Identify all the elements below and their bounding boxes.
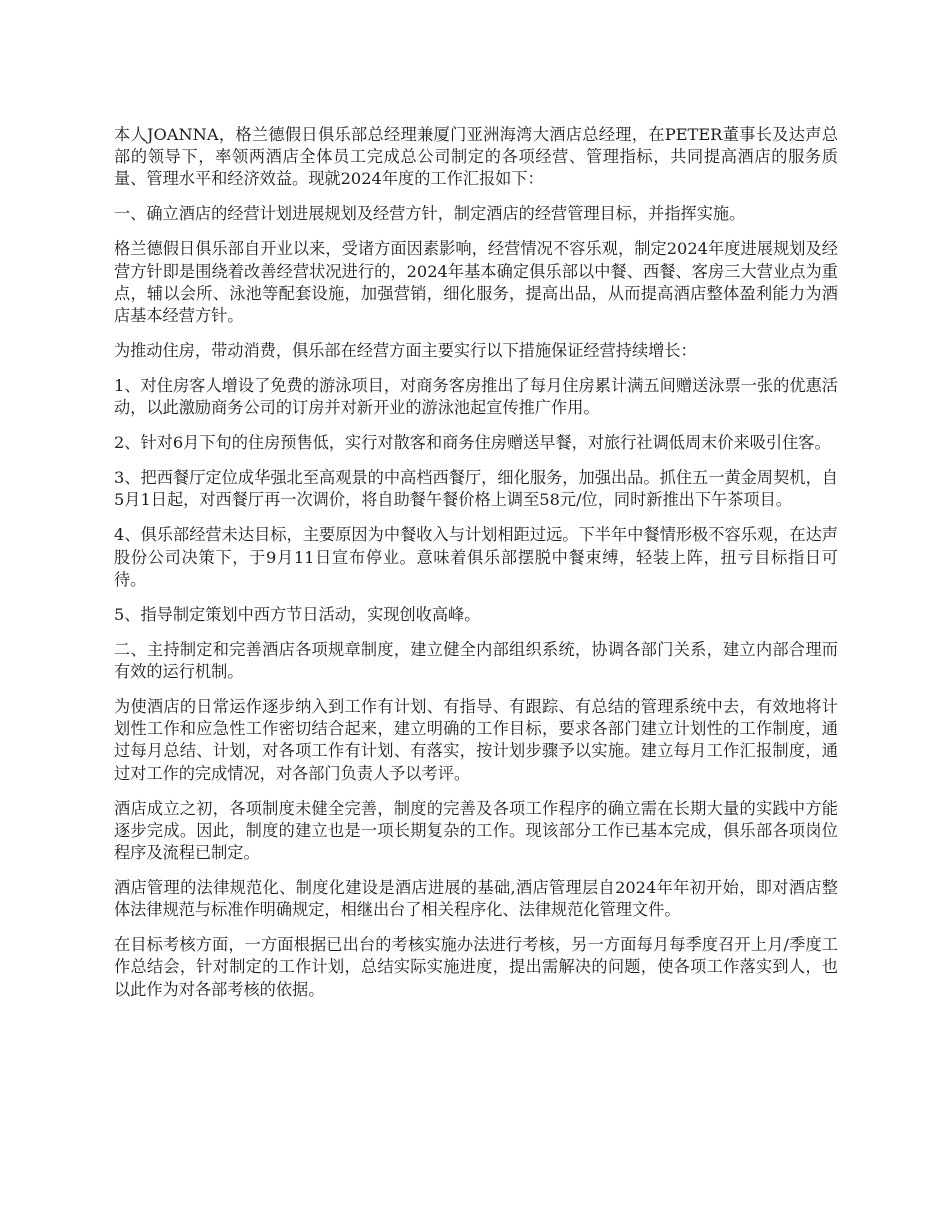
list-item: 5、指导制定策划中西方节日活动，实现创收高峰。	[114, 604, 481, 624]
paragraph: 酒店管理的法律规范化、制度化建设是酒店进展的基础,酒店管理层自2024年年初开始，即对酒店整体法律规范与标准作明确规定，相继出台了相关程序化、法律规范化管理文件。	[114, 878, 838, 920]
paragraph-intro: 本人JOANNA，格兰德假日俱乐部总经理兼厦门亚洲海湾大酒店总经理，在PETER董事长及达声总部的领导下，率领两酒店全体员工完成总公司制定的各项经营、管理指标，共同提高酒店的服务质量、管理水平和经济效益。现就2024年度的工作汇报如下：	[114, 125, 838, 189]
section-heading-2: 二、主持制定和完善酒店各项规章制度，建立健全内部组织系统，协调各部门关系，建立内部合理而有效的运行机制。	[114, 639, 838, 682]
paragraph: 为使酒店的日常运作逐步纳入到工作有计划、有指导、有跟踪、有总结的管理系统中去，有效地将计划性工作和应急性工作密切结合起来，建立明确的工作目标，要求各部门建立计划性的工作制度，通过每月总结、计划，对各项工作有计划、有落实，按计划步骤予以实施。建立每月工作汇报制度，通过对工作的完成情况，对各部门负责人予以考评。	[114, 697, 838, 783]
list-item: 3、把西餐厅定位成华强北至高观景的中高档西餐厅，细化服务，加强出品。抓住五一黄金周契机，自5月1日起，对西餐厅再一次调价，将自助餐午餐价格上调至58元/位，同时新推出下午茶项目。	[114, 468, 838, 510]
paragraph: 格兰德假日俱乐部自开业以来，受诸方面因素影响，经营情况不容乐观，制定2024年度进展规划及经营方针即是围绕着改善经营状况进行的，2024年基本确定俱乐部以中餐、西餐、客房三大营业点为重点，辅以会所、泳池等配套设施，加强营销，细化服务，提高出品，从而提高酒店整体盈利能力为酒店基本经营方针。	[114, 239, 838, 326]
paragraph: 酒店成立之初，各项制度未健全完善，制度的完善及各项工作程序的确立需在长期大量的实践中方能逐步完成。因此，制度的建立也是一项长期复杂的工作。现该部分工作已基本完成，俱乐部各项岗位程序及流程已制定。	[114, 798, 838, 863]
list-item: 2、针对6月下旬的住房预售低，实行对散客和商务住房赠送早餐，对旅行社调低周末价来吸引住客。	[114, 433, 831, 453]
paragraph: 在目标考核方面，一方面根据已出台的考核实施办法进行考核，另一方面每月每季度召开上月/季度工作总结会，针对制定的工作计划，总结实际实施进度，提出需解决的问题，使各项工作落实到人，也以此作为对各部考核的依据。	[114, 935, 838, 999]
paragraph: 为推动住房，带动消费，俱乐部在经营方面主要实行以下措施保证经营持续增长：	[114, 341, 697, 361]
document-body	[114, 124, 838, 1014]
list-item: 1、对住房客人增设了免费的游泳项目，对商务客房推出了每月住房累计满五间赠送泳票一张的优惠活动，以此激励商务公司的订房并对新开业的游泳池起宣传推广作用。	[114, 376, 838, 418]
list-item: 4、俱乐部经营未达目标，主要原因为中餐收入与计划相距过远。下半年中餐情形极不容乐观，在达声股份公司决策下，于9月11日宣布停业。意味着俱乐部摆脱中餐束缚，轻装上阵，扭亏目标指日可待。	[114, 525, 838, 589]
section-heading-1: 一、确立酒店的经营计划进展规划及经营方针，制定酒店的经营管理目标，并指挥实施。	[114, 204, 746, 224]
